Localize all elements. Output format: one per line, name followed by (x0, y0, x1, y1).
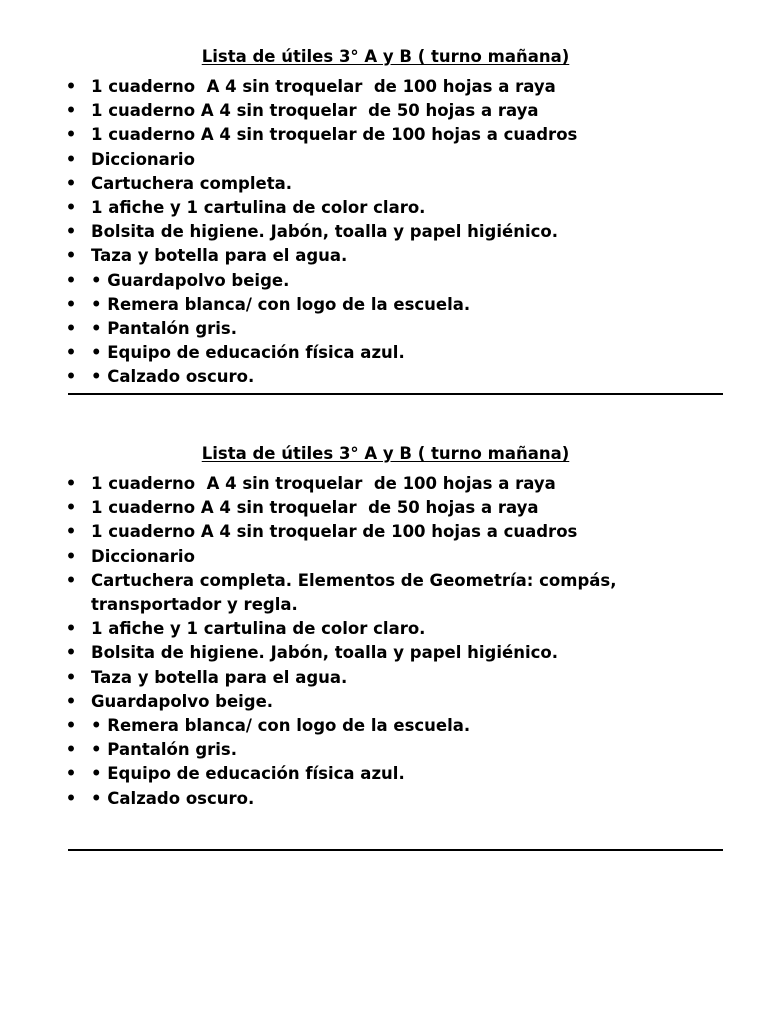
bullet-icon: • (65, 691, 77, 711)
list-item-text: • Guardapolvo beige. (91, 270, 290, 290)
list-item-text: 1 cuaderno A 4 sin troquelar de 50 hojas a raya (91, 101, 539, 121)
bullet-icon: • (65, 667, 77, 687)
bullet-icon: • (65, 125, 77, 145)
list-item-text: • Calzado oscuro. (91, 367, 255, 387)
bullet-icon: • (65, 270, 77, 290)
bullet-icon: • (65, 522, 77, 542)
list-item-text: 1 cuaderno A 4 sin troquelar de 100 hojas a raya (91, 77, 556, 96)
bullet-icon: • (65, 367, 77, 387)
list-item (0, 762, 768, 786)
bullet-icon: • (65, 294, 77, 314)
list-item-text: • Pantalón gris. (91, 740, 238, 760)
bullet-icon: • (65, 101, 77, 121)
list-item-text: • Pantalón gris. (91, 319, 238, 339)
horizontal-divider (68, 393, 723, 395)
bullet-icon: • (65, 319, 77, 339)
bullet-icon: • (65, 716, 77, 736)
list-item (0, 569, 768, 617)
list-item-text: • Remera blanca/ con logo de la escuela. (91, 294, 471, 314)
bullet-icon: • (65, 764, 77, 784)
bullet-icon: • (65, 246, 77, 266)
list-item-text: 1 cuaderno A 4 sin troquelar de 100 hojas a cuadros (91, 125, 578, 145)
list-item (0, 520, 768, 544)
bullet-icon: • (65, 149, 77, 169)
list-item (0, 148, 768, 172)
bullet-icon: • (65, 222, 77, 242)
list-item (0, 496, 768, 520)
list-item-text: Taza y botella para el agua. (91, 667, 348, 687)
supply-list (0, 75, 768, 390)
list-item (0, 196, 768, 220)
list-item-text: Cartuchera completa. (91, 173, 293, 193)
list-item (0, 317, 768, 341)
supply-list-section-1 (0, 45, 768, 390)
list-item (0, 787, 768, 811)
bullet-icon: • (65, 198, 77, 218)
list-item-text: • Calzado oscuro. (91, 788, 255, 808)
bullet-icon: • (65, 498, 77, 518)
list-item (0, 738, 768, 762)
list-item-text: Diccionario (91, 546, 195, 566)
list-item (0, 472, 768, 496)
list-item-text: Guardapolvo beige. (91, 691, 274, 711)
list-item (0, 341, 768, 365)
bullet-icon: • (65, 474, 77, 493)
horizontal-divider (68, 849, 723, 851)
list-item-text: 1 cuaderno A 4 sin troquelar de 100 hojas a cuadros (91, 522, 578, 542)
bullet-icon: • (65, 643, 77, 663)
list-item-text: 1 afiche y 1 cartulina de color claro. (91, 619, 426, 639)
bullet-icon: • (65, 546, 77, 566)
list-item (0, 690, 768, 714)
list-item (0, 123, 768, 147)
list-item (0, 293, 768, 317)
list-item (0, 220, 768, 244)
bullet-icon: • (65, 173, 77, 193)
list-title: Lista de útiles 3° A y B ( turno mañana) (201, 47, 570, 66)
list-item-text: Taza y botella para el agua. (91, 246, 348, 266)
list-item (0, 269, 768, 293)
supply-list (0, 472, 768, 811)
list-item-text: 1 cuaderno A 4 sin troquelar de 50 hojas a raya (91, 498, 539, 518)
list-item (0, 666, 768, 690)
bullet-icon: • (65, 570, 77, 590)
list-item (0, 365, 768, 389)
list-item-text: 1 cuaderno A 4 sin troquelar de 100 hojas a raya (91, 474, 556, 493)
list-item (0, 172, 768, 196)
list-item-text: Cartuchera completa. Elementos de Geometría: compás, transportador y regla. (91, 570, 623, 615)
list-item (0, 641, 768, 665)
list-item-text: • Equipo de educación física azul. (91, 343, 405, 363)
list-item (0, 75, 768, 99)
bullet-icon: • (65, 77, 77, 96)
list-item (0, 244, 768, 268)
list-item (0, 99, 768, 123)
list-item-text: Bolsita de higiene. Jabón, toalla y papel higiénico. (91, 222, 558, 242)
supply-list-section-2 (0, 442, 768, 811)
bullet-icon: • (65, 343, 77, 363)
list-item-text: 1 afiche y 1 cartulina de color claro. (91, 198, 426, 218)
list-item (0, 617, 768, 641)
bullet-icon: • (65, 788, 77, 808)
bullet-icon: • (65, 740, 77, 760)
list-item-text: Bolsita de higiene. Jabón, toalla y papel higiénico. (91, 643, 558, 663)
list-item-text: • Equipo de educación física azul. (91, 764, 405, 784)
list-item-text: Diccionario (91, 149, 195, 169)
list-item (0, 714, 768, 738)
list-item-text: • Remera blanca/ con logo de la escuela. (91, 716, 471, 736)
bullet-icon: • (65, 619, 77, 639)
list-item (0, 545, 768, 569)
list-title: Lista de útiles 3° A y B ( turno mañana) (201, 444, 570, 463)
